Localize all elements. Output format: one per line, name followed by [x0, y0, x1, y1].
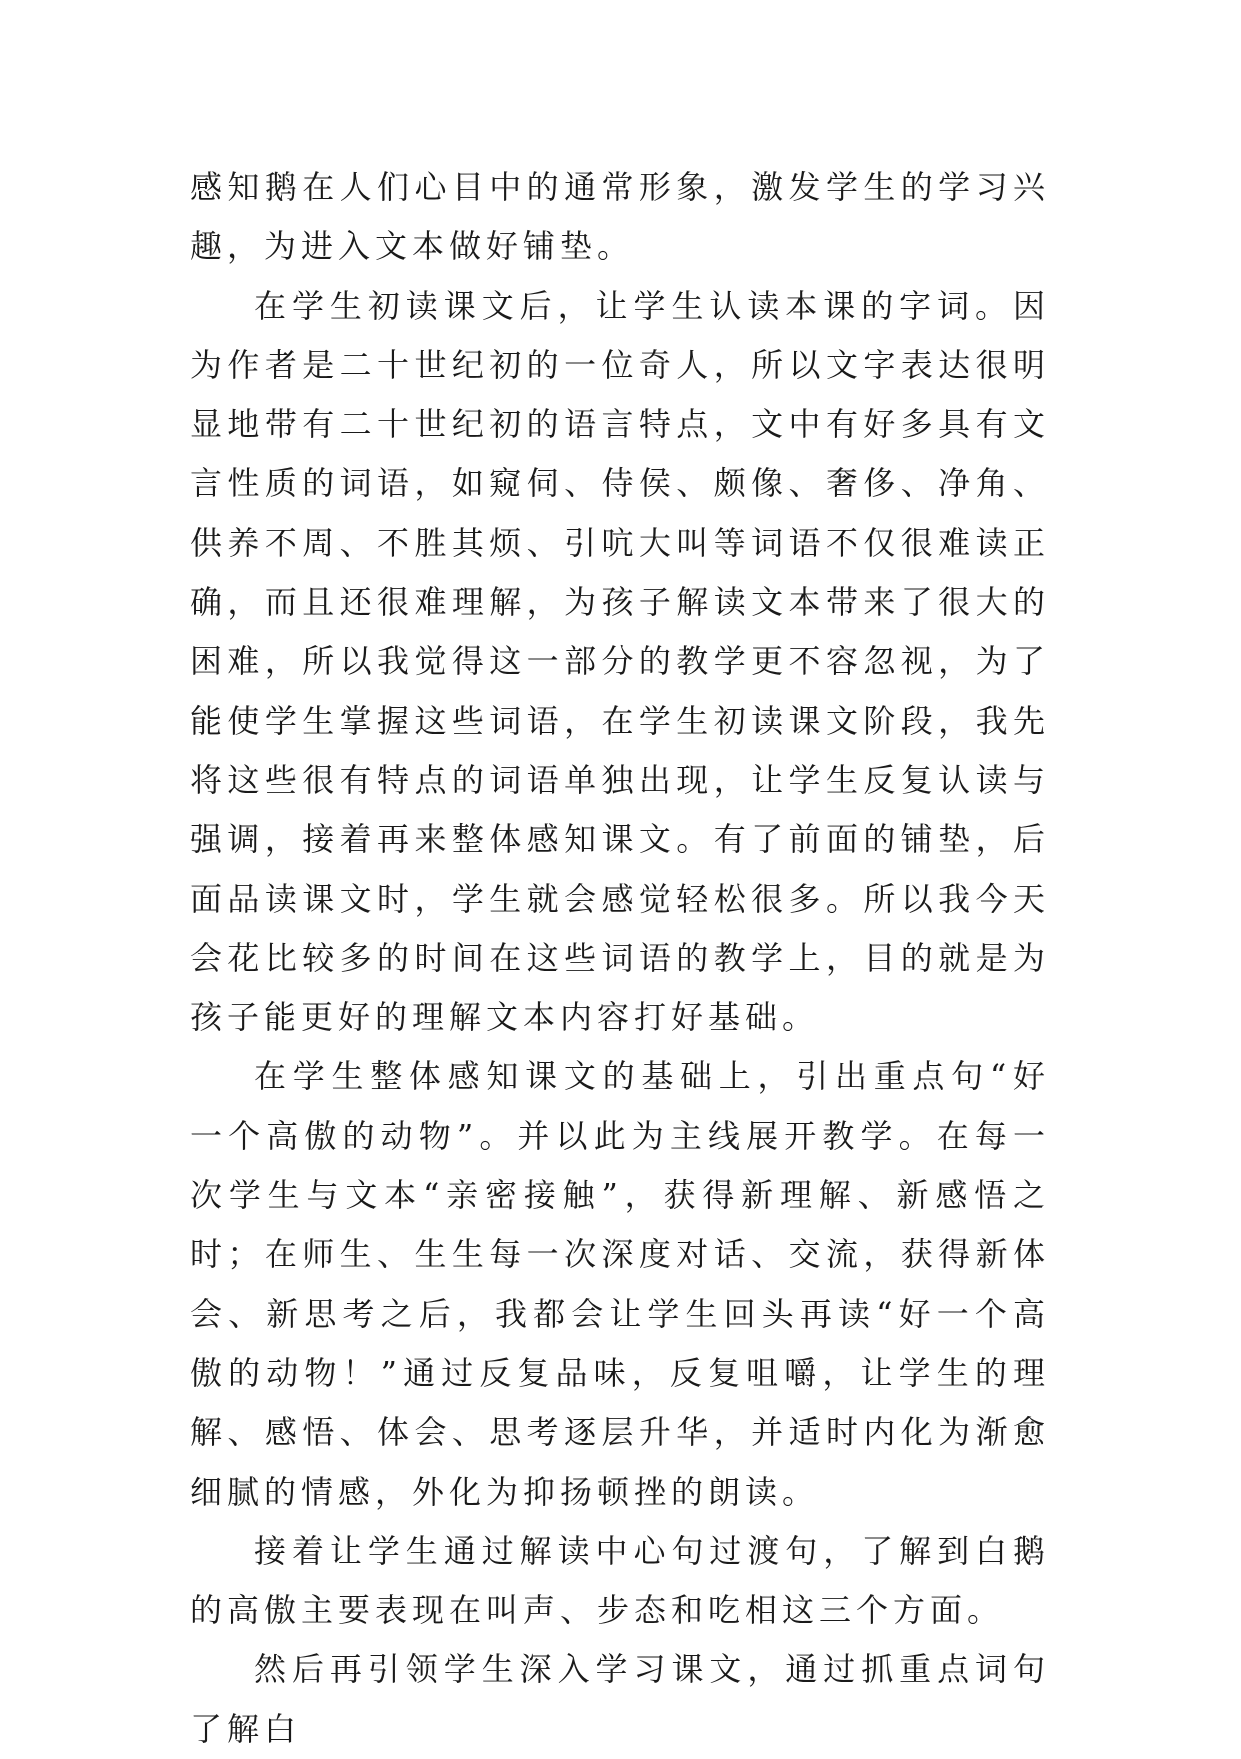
paragraph-1: 感知鹅在人们心目中的通常形象，激发学生的学习兴趣，为进入文本做好铺垫。	[190, 168, 1050, 266]
body-text	[190, 158, 1050, 1759]
paragraph-3: 在学生整体感知课文的基础上，引出重点句“好一个高傲的动物”。并以此为主线展开教学。在每一次学生与文本“亲密接触”，获得新理解、新感悟之时；在师生、生生每一次深度对话、交流，获得新体会、新思考之后，我都会让学生回头再读“好一个高傲的动物！”通过反复品味，反复咀嚼，让学生的理解、感悟、体会、思考逐层升华，并适时内化为渐愈细腻的情感，外化为抑扬顿挫的朗读。	[190, 1057, 1050, 1511]
paragraph-4: 接着让学生通过解读中心句过渡句，了解到白鹅的高傲主要表现在叫声、步态和吃相这三个方面。	[190, 1531, 1050, 1630]
paragraph-5: 然后再引领学生深入学习课文，通过抓重点词句了解白	[190, 1650, 1050, 1748]
paragraph-2: 在学生初读课文后，让学生认读本课的字词。因为作者是二十世纪初的一位奇人，所以文字表达很明显地带有二十世纪初的语言特点，文中有好多具有文言性质的词语，如窥伺、侍侯、颇像、奢侈、净角、供养不周、不胜其烦、引吭大叫等词语不仅很难读正确，而且还很难理解，为孩子解读文本带来了很大的困难，所以我觉得这一部分的教学更不容忽视，为了能使学生掌握这些词语，在学生初读课文阶段，我先将这些很有特点的词语单独出现，让学生反复认读与强调，接着再来整体感知课文。有了前面的铺垫，后面品读课文时，学生就会感觉轻松很多。所以我今天会花比较多的时间在这些词语的教学上，目的就是为孩子能更好的理解文本内容打好基础。	[190, 286, 1050, 1037]
